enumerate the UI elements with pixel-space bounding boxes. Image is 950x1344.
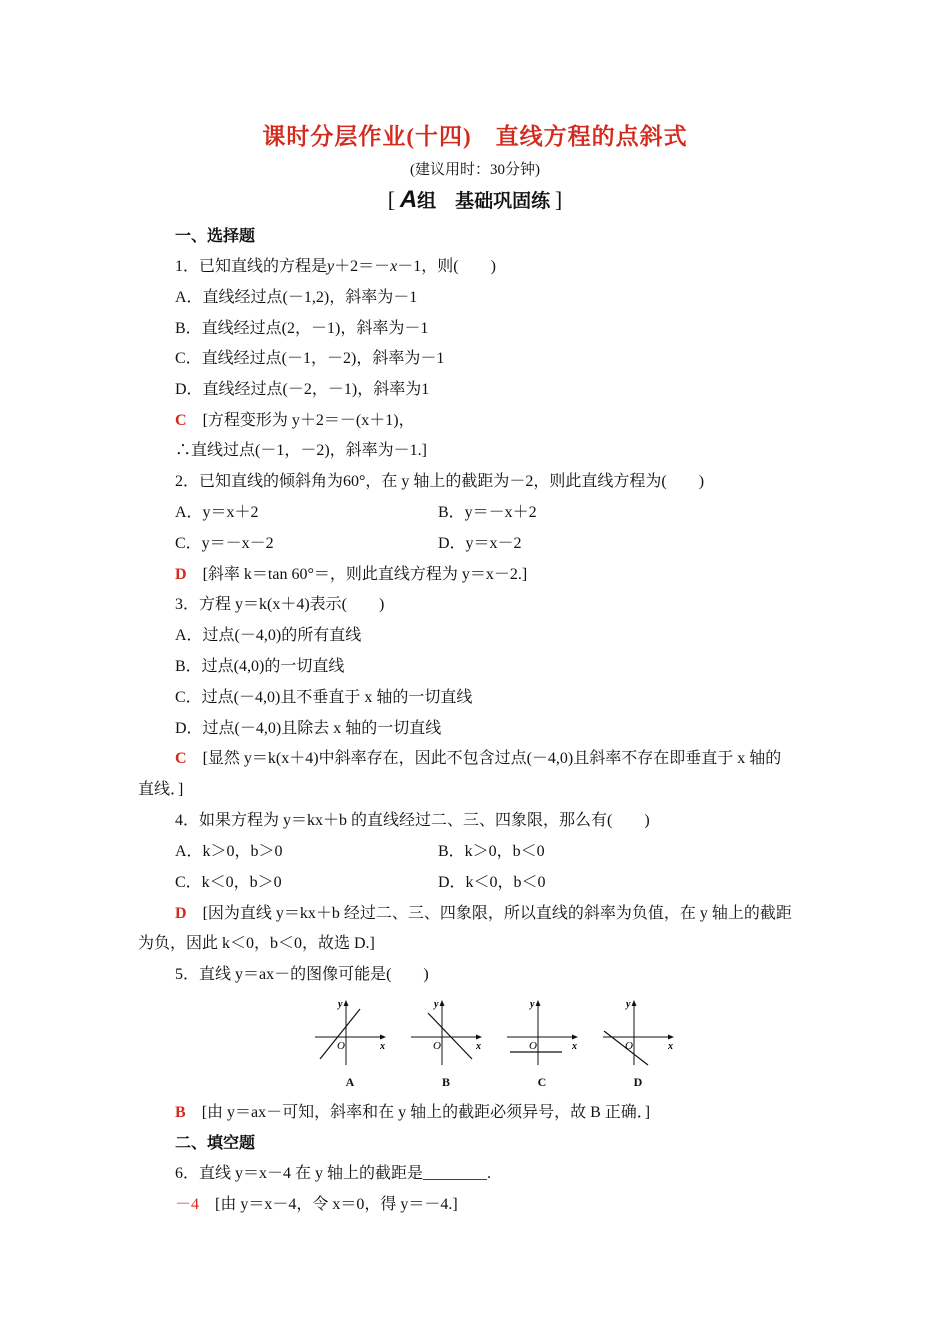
q6-explanation: [由 y＝x－4，令 x＝0，得 y＝－4.] — [215, 1196, 458, 1213]
graph-b — [406, 995, 486, 1075]
q4-option-a: A．k＞0，b＞0 — [175, 843, 283, 860]
q6-answer: －4 [由 y＝x－4，令 x＝0，得 y＝－4.] — [175, 1196, 458, 1213]
q5-figure-b — [406, 995, 486, 1095]
origin-label: O — [625, 1040, 633, 1052]
q4-answer: D [因为直线 y＝kx＋b 经过二、三、四象限，所以直线的斜率为负值，在 y 轴上的截距 — [175, 905, 792, 922]
q1-option-d: D．直线经过点(－2，－1)，斜率为1 — [175, 381, 430, 398]
q1-explanation-1: [方程变形为 y＋2＝－(x＋1)， — [202, 412, 415, 429]
q1-option-b: B．直线经过点(2，－1)，斜率为－1 — [175, 320, 429, 337]
q4-option-d: D．k＜0，b＜0 — [438, 874, 546, 891]
group-banner: [ A组 基础巩固练 ] — [387, 186, 563, 213]
q1-stem: 1．已知直线的方程是y＋2＝－x－1，则( ) — [175, 258, 496, 275]
x-axis-label: x — [476, 1041, 481, 1052]
q1-option-c: C．直线经过点(－1，－2)，斜率为－1 — [175, 350, 445, 367]
q3-option-c: C．过点(－4,0)且不垂直于 x 轴的一切直线 — [175, 689, 473, 706]
x-axis-label: x — [572, 1041, 577, 1052]
q3-explanation-2: 直线．] — [138, 781, 184, 798]
figure-caption-b: B — [441, 1075, 450, 1089]
q2-answer: D [斜率 k＝tan 60°＝，则此直线方程为 y＝x－2.] — [175, 566, 528, 583]
q5-explanation: [由 y＝ax－可知，斜率和在 y 轴上的截距必须异号，故 B 正确．] — [201, 1104, 651, 1121]
y-axis-label: y — [626, 999, 631, 1010]
q5-figure-c — [502, 995, 582, 1095]
q4-explanation-2: 为负，因此 k＜0，b＜0，故选 D.] — [138, 935, 375, 952]
q6-stem: 6．直线 y＝x－4 在 y 轴上的截距是________. — [175, 1165, 492, 1182]
q2-option-c: C．y＝－x－2 — [175, 535, 274, 552]
q3-option-d: D．过点(－4,0)且除去 x 轴的一切直线 — [175, 720, 442, 737]
y-axis-label: y — [530, 999, 535, 1010]
y-axis-label: y — [338, 999, 343, 1010]
q3-option-b: B．过点(4,0)的一切直线 — [175, 658, 345, 675]
x-axis-label: x — [668, 1041, 673, 1052]
origin-label: O — [337, 1040, 345, 1052]
q5-stem: 5．直线 y＝ax－的图像可能是( ) — [175, 966, 429, 983]
section-fill: 二、填空题 — [175, 1135, 256, 1152]
group-text: 组 基础巩固练 — [417, 191, 551, 212]
q1-answer: C [方程变形为 y＋2＝－(x＋1)， — [175, 412, 415, 429]
x-axis-label: x — [380, 1041, 385, 1052]
figure-caption-a: A — [345, 1075, 355, 1089]
q5-figure-a — [310, 995, 390, 1095]
suggested-time: (建议用时：30分钟) — [410, 162, 540, 178]
q5-answer: B [由 y＝ax－可知，斜率和在 y 轴上的截距必须异号，故 B 正确．] — [175, 1104, 651, 1121]
q4-explanation-1: [因为直线 y＝kx＋b 经过二、三、四象限，所以直线的斜率为负值，在 y 轴上的截距 — [202, 905, 792, 922]
graph-c — [502, 995, 582, 1075]
origin-label: O — [433, 1040, 441, 1052]
q5-figures — [310, 995, 680, 1095]
figure-caption-d: D — [633, 1075, 643, 1089]
q3-option-a: A．过点(－4,0)的所有直线 — [175, 627, 362, 644]
q3-stem: 3．方程 y＝k(x＋4)表示( ) — [175, 596, 385, 613]
q2-option-b: B．y＝－x＋2 — [438, 504, 537, 521]
q2-option-a: A．y＝x＋2 — [175, 504, 259, 521]
q4-option-b: B．k＞0，b＜0 — [438, 843, 545, 860]
y-axis-label: y — [434, 999, 439, 1010]
q4-option-c: C．k＜0，b＞0 — [175, 874, 282, 891]
q3-explanation-1: [显然 y＝k(x＋4)中斜率存在，因此不包含过点(－4,0)且斜率不存在即垂直于 x 轴的 — [202, 750, 782, 767]
q3-answer: C [显然 y＝k(x＋4)中斜率存在，因此不包含过点(－4,0)且斜率不存在即垂直于 x 轴的 — [175, 750, 782, 767]
page-title: 课时分层作业(十四) 直线方程的点斜式 — [262, 124, 688, 149]
q2-stem: 2．已知直线的倾斜角为60°，在 y 轴上的截距为－2，则此直线方程为( ) — [175, 473, 705, 490]
q2-option-d: D．y＝x－2 — [438, 535, 522, 552]
q1-option-a: A．直线经过点(－1,2)，斜率为－1 — [175, 289, 418, 306]
graph-a — [310, 995, 390, 1075]
q4-stem: 4．如果方程为 y＝kx＋b 的直线经过二、三、四象限，那么有( ) — [175, 812, 650, 829]
figure-caption-c: C — [537, 1075, 547, 1089]
q1-explanation-2: ∴直线过点(－1，－2)，斜率为－1.] — [175, 442, 427, 459]
graph-d — [598, 995, 678, 1075]
section-choice: 一、选择题 — [175, 228, 256, 245]
group-letter: A — [399, 186, 418, 213]
q5-figure-d — [598, 995, 678, 1095]
origin-label: O — [529, 1040, 537, 1052]
q2-explanation: [斜率 k＝tan 60°＝，则此直线方程为 y＝x－2.] — [202, 566, 528, 583]
